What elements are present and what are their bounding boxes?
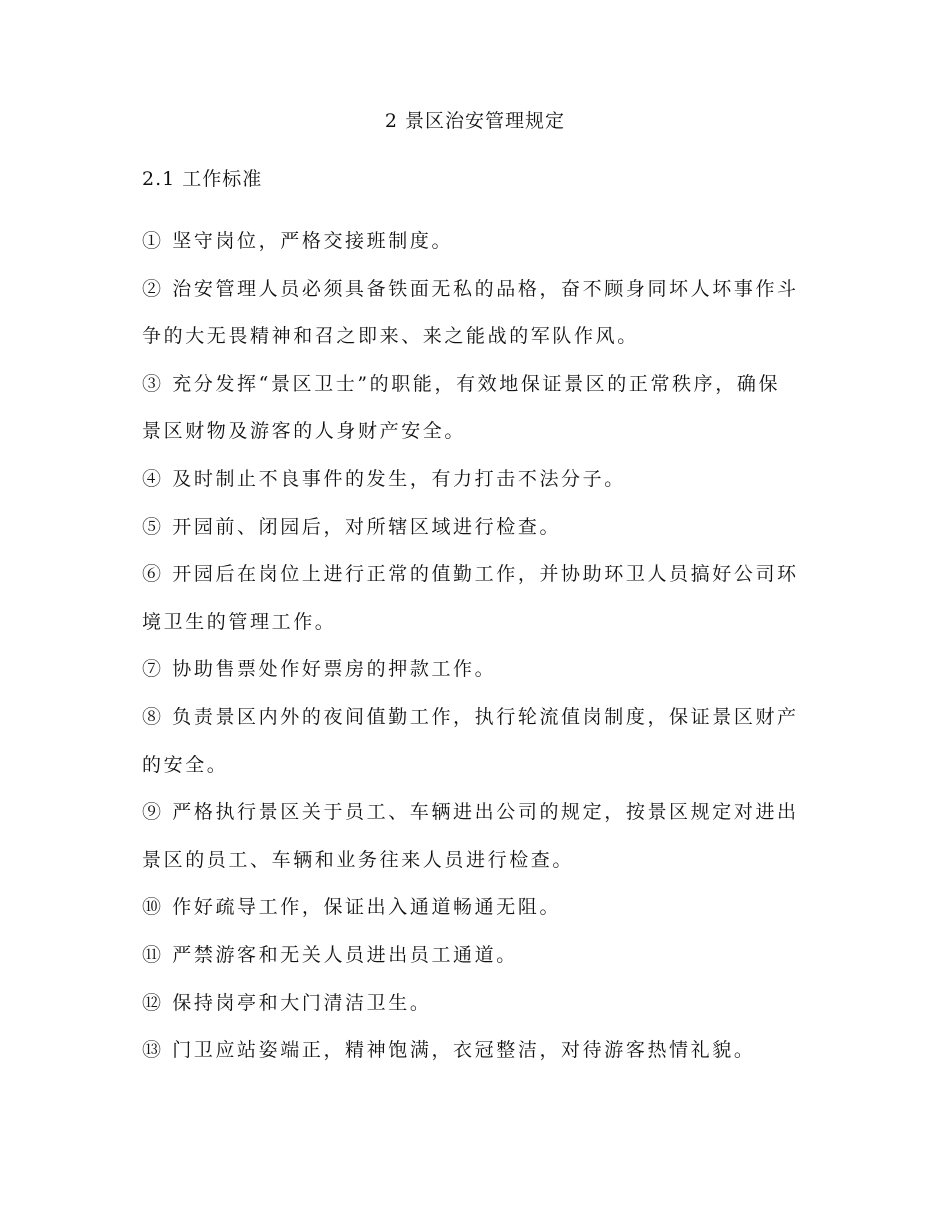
text-line-10: ⑦ 协助售票处作好票房的押款工作。	[142, 658, 497, 681]
text-line-1: ① 坚守岗位，严格交接班制度。	[142, 230, 454, 252]
text-line-8: ⑥ 开园后在岗位上进行正常的值勤工作，并协助环卫人员搞好公司环	[142, 563, 799, 586]
text-line-15: ⑩ 作好疏导工作，保证出入通道畅通无阻。	[142, 896, 562, 919]
text-line-13: ⑨ 严格执行景区关于员工、车辆进出公司的规定，按景区规定对进出	[142, 801, 799, 824]
page-title: 2 景区治安管理规定	[384, 110, 566, 132]
text-line-9: 境卫生的管理工作。	[142, 610, 337, 633]
section-heading: 2.1 工作标准	[142, 168, 263, 190]
text-line-17: ⑫ 保持岗亭和大门清洁卫生。	[142, 991, 432, 1014]
text-line-4: ③ 充分发挥“景区卫士”的职能，有效地保证景区的正常秩序，确保	[142, 372, 781, 395]
text-line-18: ⑬ 门卫应站姿端正，精神饱满，衣冠整洁，对待游客热情礼貌。	[142, 1039, 756, 1062]
content-body	[142, 218, 814, 1075]
text-line-7: ⑤ 开园前、闭园后，对所辖区域进行检查。	[142, 515, 562, 538]
text-line-2: ② 治安管理人员必须具备铁面无私的品格，奋不顾身同坏人坏事作斗	[142, 277, 799, 300]
text-line-6: ④ 及时制止不良事件的发生，有力打击不法分子。	[142, 467, 626, 490]
text-line-3: 争的大无畏精神和召之即来、来之能战的军队作风。	[142, 325, 639, 348]
text-line-5: 景区财物及游客的人身财产安全。	[142, 420, 467, 443]
text-line-12: 的安全。	[142, 753, 229, 776]
text-line-14: 景区的员工、车辆和业务往来人员进行检查。	[142, 848, 575, 871]
text-line-16: ⑪ 严禁游客和无关人员进出员工通道。	[142, 943, 518, 966]
text-line-11: ⑧ 负责景区内外的夜间值勤工作，执行轮流值岗制度，保证景区财产	[142, 705, 799, 728]
